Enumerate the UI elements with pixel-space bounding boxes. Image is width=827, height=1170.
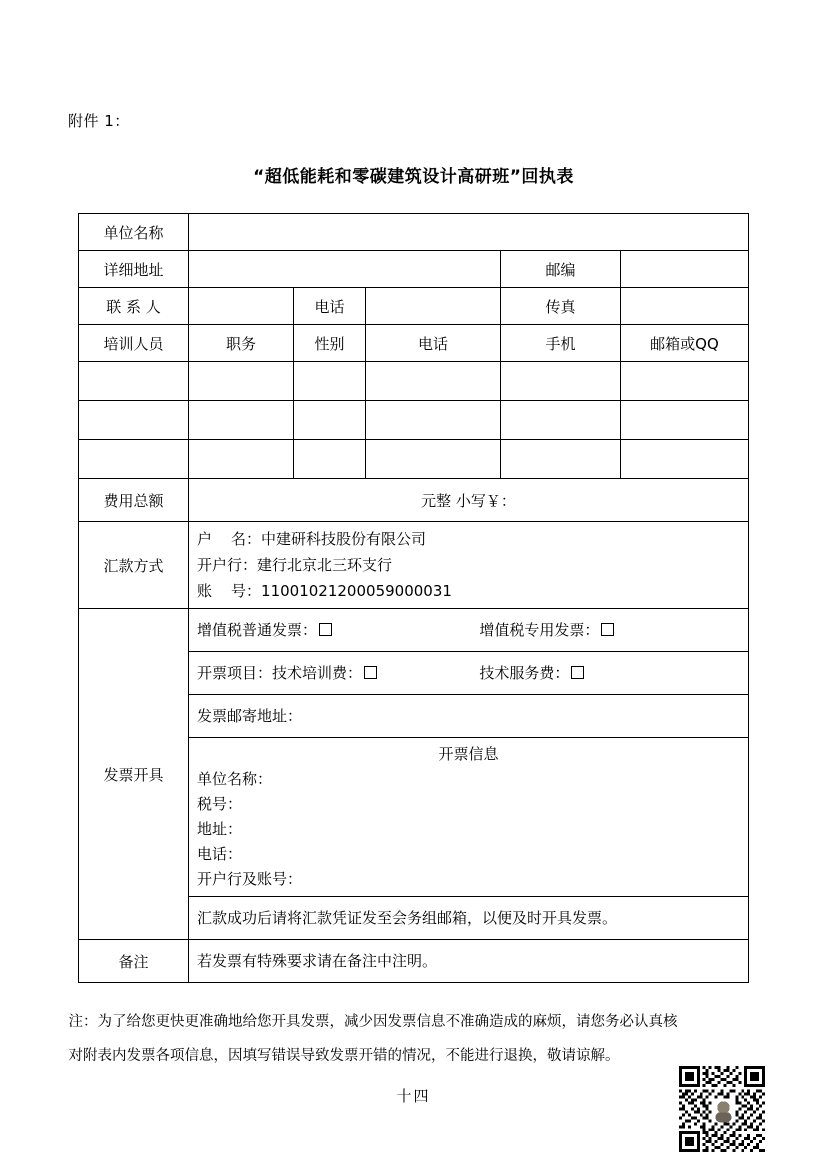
unit-name-input[interactable] (188, 214, 748, 251)
page-number: 十四 (396, 1087, 431, 1105)
remit-account-number: 账 号：11001021200059000031 (196, 582, 452, 600)
invoice-info-bank[interactable]: 开户行及账号： (196, 870, 302, 888)
address-label: 详细地址 (78, 251, 188, 288)
position-header: 职务 (188, 325, 293, 362)
footer-note-line1: 注：为了给您更快更准确地给您开具发票，减少因发票信息不准确造成的麻烦，请您务必认真核 (68, 1014, 678, 1030)
invoice-general-label: 增值税普通发票： (196, 621, 317, 639)
table-row (78, 214, 748, 251)
table-row (78, 522, 748, 609)
mobile-header: 手机 (500, 325, 620, 362)
invoice-info-tax[interactable]: 税号： (196, 795, 242, 813)
invoice-info-unit[interactable]: 单位名称： (196, 770, 272, 788)
registration-form-table (78, 213, 749, 983)
qr-code-icon (679, 1066, 765, 1152)
trainee-position-input[interactable] (188, 362, 293, 401)
gender-header: 性别 (293, 325, 365, 362)
total-fee-value[interactable]: 元整 小写￥： (188, 479, 748, 522)
address-input[interactable] (188, 251, 500, 288)
fax-label: 传真 (500, 288, 620, 325)
remit-label: 汇款方式 (78, 522, 188, 609)
invoice-info-title: 开票信息 (438, 745, 499, 763)
table-row (78, 401, 748, 440)
invoice-label: 发票开具 (78, 609, 188, 940)
table-row (78, 288, 748, 325)
unit-name-label: 单位名称 (78, 214, 188, 251)
total-fee-label: 费用总额 (78, 479, 188, 522)
trainee-label: 培训人员 (78, 325, 188, 362)
trainee-gender-input[interactable] (293, 362, 365, 401)
table-row (78, 325, 748, 362)
trainee-gender-input[interactable] (293, 401, 365, 440)
trainee-name-input[interactable] (78, 440, 188, 479)
trainee-mobile-input[interactable] (500, 401, 620, 440)
table-row (78, 251, 748, 288)
phone-input[interactable] (365, 288, 500, 325)
invoice-item-row (188, 652, 748, 695)
invoice-item-label: 开票项目：技术培训费： (196, 664, 362, 682)
footer-note (69, 1005, 759, 1073)
page-title: “超低能耗和零碳建筑设计高研班”回执表 (253, 167, 574, 187)
attachment-label: 附件 1： (68, 112, 130, 130)
trainee-phone-input[interactable] (365, 440, 500, 479)
invoice-service-label: 技术服务费： (479, 664, 570, 682)
postcode-label: 邮编 (500, 251, 620, 288)
remit-info (188, 522, 748, 609)
trainee-name-input[interactable] (78, 362, 188, 401)
fax-input[interactable] (620, 288, 748, 325)
contact-label: 联 系 人 (78, 288, 188, 325)
trainee-email-input[interactable] (620, 401, 748, 440)
phone-label: 电话 (293, 288, 365, 325)
checkbox-icon[interactable] (601, 623, 614, 636)
trainee-email-input[interactable] (620, 440, 748, 479)
trainee-phone-header: 电话 (365, 325, 500, 362)
remit-account-name: 户 名：中建研科技股份有限公司 (196, 530, 427, 548)
invoice-info-address[interactable]: 地址： (196, 820, 242, 838)
table-row (78, 940, 748, 983)
checkbox-icon[interactable] (319, 623, 332, 636)
invoice-special-label: 增值税专用发票： (479, 621, 600, 639)
trainee-position-input[interactable] (188, 440, 293, 479)
invoice-mail-address[interactable]: 发票邮寄地址： (188, 695, 748, 738)
trainee-gender-input[interactable] (293, 440, 365, 479)
table-row (78, 362, 748, 401)
invoice-notice: 汇款成功后请将汇款凭证发至会务组邮箱，以便及时开具发票。 (188, 897, 748, 940)
postcode-input[interactable] (620, 251, 748, 288)
table-row (78, 440, 748, 479)
remark-label: 备注 (78, 940, 188, 983)
footer-note-line2: 对附表内发票各项信息，因填写错误导致发票开错的情况，不能进行退换，敬请谅解。 (68, 1048, 620, 1064)
table-row (78, 479, 748, 522)
trainee-name-input[interactable] (78, 401, 188, 440)
invoice-type-row (188, 609, 748, 652)
trainee-position-input[interactable] (188, 401, 293, 440)
checkbox-icon[interactable] (364, 666, 377, 679)
table-row (78, 609, 748, 652)
trainee-email-input[interactable] (620, 362, 748, 401)
trainee-phone-input[interactable] (365, 362, 500, 401)
remit-bank: 开户行：建行北京北三环支行 (196, 556, 392, 574)
trainee-mobile-input[interactable] (500, 362, 620, 401)
remark-value[interactable]: 若发票有特殊要求请在备注中注明。 (188, 940, 748, 983)
checkbox-icon[interactable] (571, 666, 584, 679)
contact-input[interactable] (188, 288, 293, 325)
trainee-phone-input[interactable] (365, 401, 500, 440)
invoice-info-block (188, 738, 748, 897)
email-qq-header: 邮箱或QQ (620, 325, 748, 362)
invoice-info-phone[interactable]: 电话： (196, 845, 242, 863)
trainee-mobile-input[interactable] (500, 440, 620, 479)
